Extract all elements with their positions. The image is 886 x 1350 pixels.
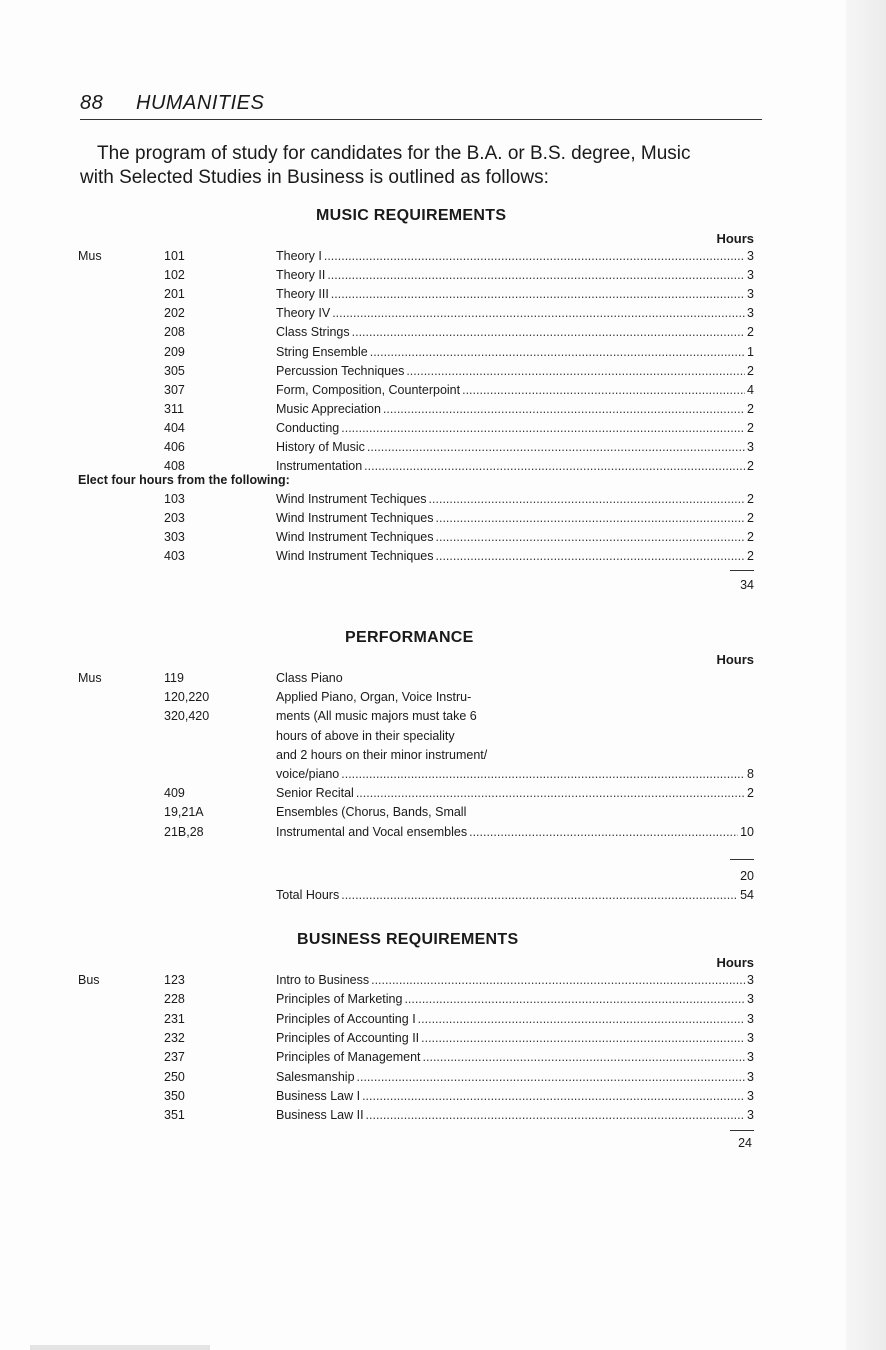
course-title-cell xyxy=(276,323,754,342)
course-title-cell xyxy=(276,688,754,707)
total-hours-value: 54 xyxy=(740,888,754,902)
course-title: String Ensemble xyxy=(276,344,368,359)
course-hours: 3 xyxy=(747,268,754,283)
table-row xyxy=(78,400,754,419)
course-title: Principles of Accounting I xyxy=(276,1011,416,1026)
table-row xyxy=(78,1010,754,1029)
course-title-cell xyxy=(276,1068,754,1087)
leader-dots xyxy=(436,509,746,528)
table-row xyxy=(78,784,754,803)
table-row xyxy=(78,509,754,528)
course-title: Applied Piano, Organ, Voice Instru- xyxy=(276,690,472,705)
course-title: Ensembles (Chorus, Bands, Small xyxy=(276,805,467,820)
page-number: 88 xyxy=(80,92,104,114)
course-number: 305 xyxy=(164,363,185,378)
course-title: Wind Instrument Techiques xyxy=(276,492,427,506)
course-title-cell xyxy=(276,547,754,566)
music-total: 34 xyxy=(740,578,754,592)
leader-dots xyxy=(341,886,738,905)
table-row xyxy=(78,343,754,362)
course-title: Principles of Accounting II xyxy=(276,1030,420,1045)
course-title: Percussion Techniques xyxy=(276,363,405,378)
course-title: Theory I xyxy=(276,249,322,263)
intro-line: The program of study for candidates for the B.A. or B.S. degree, Music xyxy=(97,143,691,164)
course-title: Wind Instrument Techniques xyxy=(276,511,434,526)
course-title: Wind Instrument Techniques xyxy=(276,549,434,564)
course-title-cell xyxy=(276,457,754,476)
table-row xyxy=(78,1106,754,1125)
performance-hours-header: Hours xyxy=(716,652,754,667)
leader-dots xyxy=(341,419,745,438)
leader-dots xyxy=(469,823,738,842)
course-title: Instrumentation xyxy=(276,459,363,474)
course-number: 203 xyxy=(164,511,185,526)
course-title-cell xyxy=(276,1106,754,1125)
department-code: Mus xyxy=(78,671,102,685)
table-row xyxy=(78,1068,754,1087)
course-hours: 2 xyxy=(747,511,754,526)
course-title-cell xyxy=(276,343,754,362)
leader-dots xyxy=(406,362,745,381)
music-requirements-title: MUSIC REQUIREMENTS xyxy=(316,207,507,224)
course-title: Theory III xyxy=(276,287,329,302)
course-title-cell xyxy=(276,266,754,285)
course-title-cell xyxy=(276,509,754,528)
leader-dots xyxy=(436,547,746,566)
course-title: Conducting xyxy=(276,420,340,435)
course-hours: 3 xyxy=(747,306,754,321)
table-row xyxy=(78,266,754,285)
course-hours: 2 xyxy=(747,459,754,474)
course-title-cell xyxy=(276,304,754,323)
course-title: Instrumental and Vocal ensembles xyxy=(276,824,468,839)
course-title: Principles of Marketing xyxy=(276,992,403,1007)
leader-dots xyxy=(324,247,745,266)
course-title-cell xyxy=(276,419,754,438)
table-row xyxy=(78,990,754,1009)
table-row xyxy=(78,438,754,457)
course-number: 250 xyxy=(164,1069,185,1084)
leader-dots xyxy=(331,285,745,304)
course-number: 231 xyxy=(164,1011,185,1026)
table-row xyxy=(78,381,754,400)
course-title: Business Law II xyxy=(276,1108,364,1123)
table-row xyxy=(78,1087,754,1106)
course-number: 120,220 xyxy=(164,690,210,705)
course-title: Wind Instrument Techniques xyxy=(276,530,434,545)
course-title-cell xyxy=(276,803,754,822)
department-code: Bus xyxy=(78,973,100,987)
course-hours: 8 xyxy=(747,767,754,781)
table-row xyxy=(78,547,754,566)
course-number: 209 xyxy=(164,344,185,359)
course-title-cell xyxy=(276,784,754,803)
music-hours-header: Hours xyxy=(716,231,754,246)
course-hours: 3 xyxy=(747,1108,754,1123)
leader-dots xyxy=(367,438,745,457)
course-title: Class Strings xyxy=(276,325,350,340)
table-row xyxy=(78,765,754,784)
leader-dots xyxy=(356,784,745,803)
course-title: Intro to Business xyxy=(276,973,370,987)
course-number: 21B,28 xyxy=(164,824,204,839)
page-header xyxy=(80,92,762,120)
course-number: 202 xyxy=(164,306,185,321)
intro-paragraph xyxy=(80,142,770,190)
leader-dots xyxy=(383,400,745,419)
course-hours: 2 xyxy=(747,325,754,340)
leader-dots xyxy=(423,1048,746,1067)
course-title-cell xyxy=(276,1087,754,1106)
course-number: 201 xyxy=(164,287,185,302)
course-title-cell xyxy=(276,381,754,400)
course-title-cell xyxy=(276,746,754,765)
course-title: ments (All music majors must take 6 xyxy=(276,709,477,724)
course-title: and 2 hours on their minor instrument/ xyxy=(276,747,488,762)
course-number: 237 xyxy=(164,1050,185,1065)
course-title: Principles of Management xyxy=(276,1050,421,1065)
course-number: 404 xyxy=(164,420,185,435)
course-title: Senior Recital xyxy=(276,786,354,801)
course-number: 403 xyxy=(164,549,185,564)
leader-dots xyxy=(327,266,745,285)
business-requirements-title: BUSINESS REQUIREMENTS xyxy=(297,931,519,948)
course-number: 351 xyxy=(164,1108,185,1123)
leader-dots xyxy=(436,528,746,547)
course-number: 208 xyxy=(164,325,185,340)
course-hours: 3 xyxy=(747,287,754,302)
course-number: 103 xyxy=(164,492,185,506)
course-hours: 3 xyxy=(747,1088,754,1103)
course-title: Class Piano xyxy=(276,671,343,685)
table-row xyxy=(78,707,754,726)
leader-dots xyxy=(404,990,745,1009)
course-title-cell xyxy=(276,823,754,842)
course-number: 19,21A xyxy=(164,805,204,820)
course-title: Theory II xyxy=(276,268,326,283)
leader-dots xyxy=(462,381,745,400)
course-title-cell xyxy=(276,707,754,726)
sum-rule xyxy=(730,1130,754,1131)
performance-subtotal: 20 xyxy=(740,869,754,883)
leader-dots xyxy=(418,1010,745,1029)
course-number: 408 xyxy=(164,459,185,474)
course-hours: 2 xyxy=(747,786,754,801)
course-number: 307 xyxy=(164,382,185,397)
total-hours-row xyxy=(78,886,754,905)
course-title-cell xyxy=(276,490,754,509)
table-row xyxy=(78,304,754,323)
leader-dots xyxy=(352,323,745,342)
table-row xyxy=(78,803,754,822)
table-row xyxy=(78,419,754,438)
leader-dots xyxy=(366,1106,746,1125)
course-title-cell xyxy=(276,400,754,419)
course-title-cell xyxy=(276,1010,754,1029)
table-row xyxy=(78,669,754,688)
business-hours-header: Hours xyxy=(716,955,754,970)
table-row xyxy=(78,971,754,990)
leader-dots xyxy=(370,343,745,362)
course-title-cell xyxy=(276,1048,754,1067)
course-number: 119 xyxy=(164,671,184,685)
table-row xyxy=(78,285,754,304)
table-row xyxy=(78,688,754,707)
leader-dots xyxy=(429,490,746,509)
course-title-cell xyxy=(276,285,754,304)
course-number: 232 xyxy=(164,1030,185,1045)
course-title: voice/piano xyxy=(276,767,340,781)
leader-dots xyxy=(421,1029,745,1048)
course-hours: 4 xyxy=(747,382,754,397)
course-hours: 3 xyxy=(747,1030,754,1045)
course-title: Music Appreciation xyxy=(276,401,381,416)
course-number: 320,420 xyxy=(164,709,210,724)
table-row xyxy=(78,528,754,547)
course-title: History of Music xyxy=(276,440,365,454)
course-hours: 3 xyxy=(747,992,754,1007)
course-number: 406 xyxy=(164,440,185,454)
course-number: 123 xyxy=(164,973,185,987)
leader-dots xyxy=(364,457,745,476)
course-hours: 3 xyxy=(747,973,754,987)
course-number: 303 xyxy=(164,530,185,545)
leader-dots xyxy=(371,971,745,990)
total-hours-label: Total Hours xyxy=(276,888,340,902)
table-row xyxy=(78,1029,754,1048)
table-row xyxy=(78,323,754,342)
course-hours: 1 xyxy=(747,344,754,359)
table-row xyxy=(78,490,754,509)
elect-instruction: Elect four hours from the following: xyxy=(78,473,290,487)
leader-dots xyxy=(332,304,745,323)
course-number: 101 xyxy=(164,249,185,263)
course-number: 409 xyxy=(164,786,185,801)
section-title: HUMANITIES xyxy=(136,92,265,114)
course-number: 311 xyxy=(164,401,184,416)
course-title: Theory IV xyxy=(276,306,331,321)
course-title: Form, Composition, Counterpoint xyxy=(276,382,461,397)
course-title: Salesmanship xyxy=(276,1069,355,1084)
course-hours: 10 xyxy=(740,824,754,839)
performance-title: PERFORMANCE xyxy=(345,629,474,646)
course-hours: 2 xyxy=(747,420,754,435)
course-title: hours of above in their speciality xyxy=(276,728,455,743)
leader-dots xyxy=(362,1087,745,1106)
course-hours: 2 xyxy=(747,549,754,564)
page-edge-shadow xyxy=(846,0,886,1350)
course-title-cell xyxy=(276,669,754,688)
sum-rule xyxy=(730,859,754,860)
course-hours: 3 xyxy=(747,440,754,454)
leader-dots xyxy=(341,765,745,784)
intro-line: with Selected Studies in Business is outlined as follows: xyxy=(80,167,549,188)
course-hours: 3 xyxy=(747,249,754,263)
table-row xyxy=(78,727,754,746)
course-title-cell xyxy=(276,362,754,381)
course-title-cell xyxy=(276,765,754,784)
course-title-cell xyxy=(276,990,754,1009)
course-title-cell xyxy=(276,1029,754,1048)
course-number: 350 xyxy=(164,1088,185,1103)
department-code: Mus xyxy=(78,249,102,263)
course-hours: 2 xyxy=(747,363,754,378)
course-hours: 2 xyxy=(747,530,754,545)
table-row xyxy=(78,746,754,765)
course-title-cell xyxy=(276,727,754,746)
course-hours: 3 xyxy=(747,1050,754,1065)
course-hours: 2 xyxy=(747,492,754,506)
course-hours: 3 xyxy=(747,1011,754,1026)
sum-rule xyxy=(730,570,754,571)
course-number: 102 xyxy=(164,268,185,283)
course-number: 228 xyxy=(164,992,185,1007)
course-title-cell xyxy=(276,438,754,457)
course-title-cell xyxy=(276,247,754,266)
course-hours: 2 xyxy=(747,401,754,416)
table-row xyxy=(78,1048,754,1067)
business-total: 24 xyxy=(738,1136,752,1150)
table-row xyxy=(78,247,754,266)
course-title-cell xyxy=(276,528,754,547)
course-hours: 3 xyxy=(747,1069,754,1084)
scan-artifact xyxy=(30,1345,210,1350)
course-title: Business Law I xyxy=(276,1088,361,1103)
table-row xyxy=(78,362,754,381)
table-row xyxy=(78,823,754,842)
course-title-cell xyxy=(276,971,754,990)
leader-dots xyxy=(357,1068,746,1087)
